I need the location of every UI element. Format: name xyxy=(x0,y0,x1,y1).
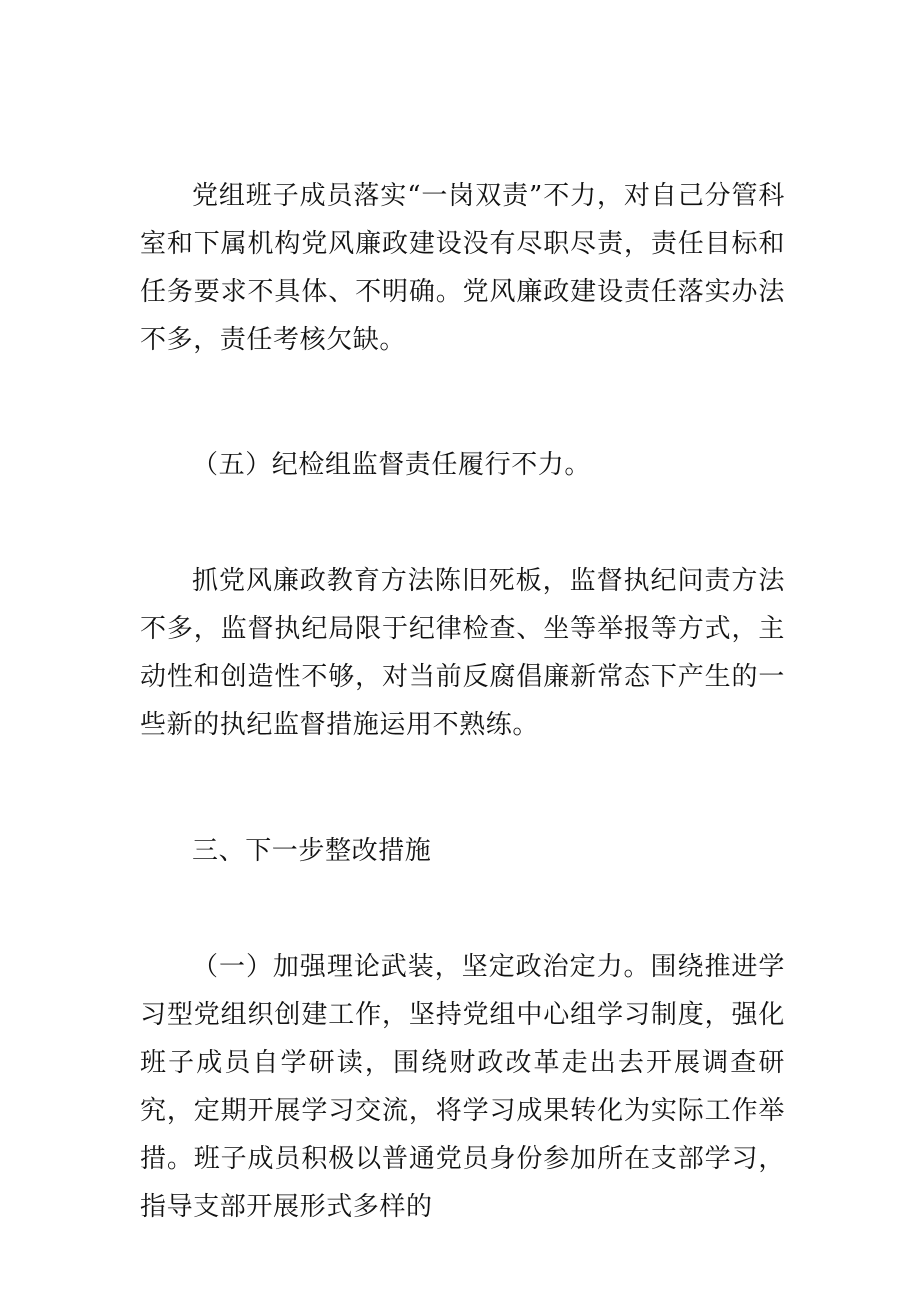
body-paragraph: 党组班子成员落实“一岗双责”不力，对自己分管科室和下属机构党风廉政建设没有尽职尽责，责任目标和任务要求不具体、不明确。党风廉政建设责任落实办法不多，责任考核欠缺。 xyxy=(140,181,785,355)
section-heading: 三、下一步整改措施 xyxy=(192,836,432,866)
subsection-heading: （五）纪检组监督责任履行不力。 xyxy=(192,450,592,480)
body-paragraph: 抓党风廉政教育方法陈旧死板，监督执纪问责方法不多，监督执纪局限于纪律检查、坐等举报等方式，主动性和创造性不够，对当前反腐倡廉新常态下产生的一些新的执纪监督措施运用不熟练。 xyxy=(140,566,785,740)
body-paragraph: （一）加强理论武装，坚定政治定力。围绕推进学习型党组织创建工作，坚持党组中心组学习制度，强化班子成员自学研读，围绕财政改革走出去开展调查研究，定期开展学习交流，将学习成果转化为实际工作举措。班子成员积极以普通党员身份参加所在支部学习，指导支部开展形式多样的 xyxy=(140,952,785,1222)
